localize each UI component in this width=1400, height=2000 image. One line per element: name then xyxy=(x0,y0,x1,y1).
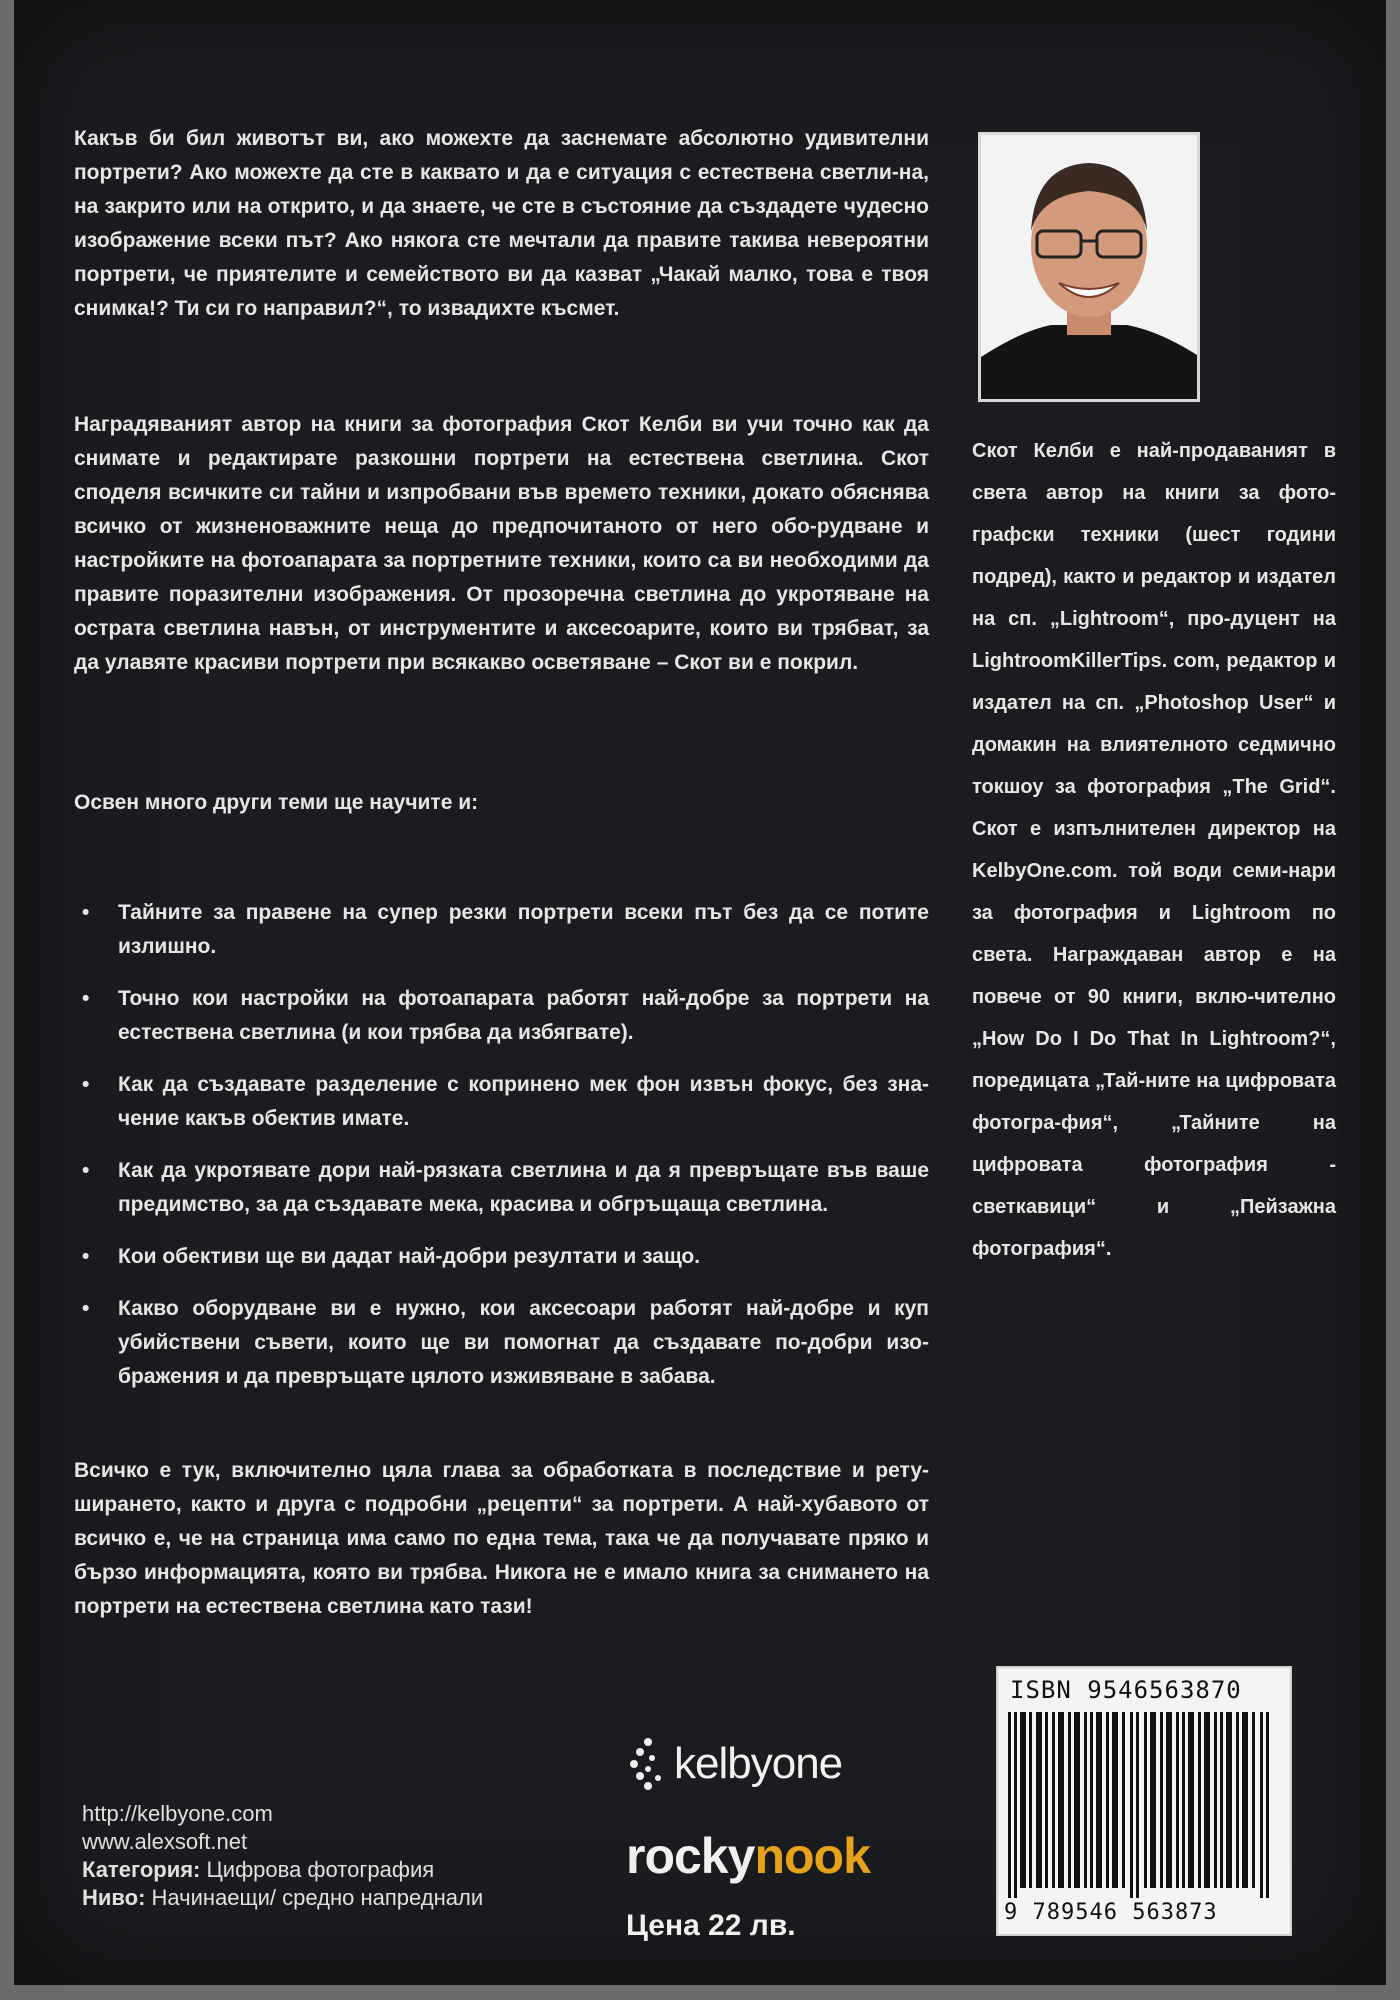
url-kelbyone: http://kelbyone.com xyxy=(82,1801,273,1826)
topics-list xyxy=(74,896,929,1412)
list-item: • Кои обективи ще ви дадат най-добри резултати и защо. xyxy=(74,1240,929,1274)
isbn-barcode xyxy=(996,1666,1292,1936)
list-item: • Тайните за правене на супер резки портрети всеки път без да се потите излишно. xyxy=(74,896,929,964)
about-paragraph: Наградяваният автор на книги за фотография Скот Келби ви учи точно как да снимате и редактирате разкошни портрети на естествена светлина. Скот споделя всичките си тайни и изпробвани във времето техники, докато обяснява всичко от жизненоважните неща до предпочитаното от него обо-рудване и настройките на фотоапарата за портретните техники, които са ви необходими да правите поразителни изображения. От прозоречна светлина до укротяване на острата светлина навън, от инструментите и аксесоарите, които ви трябват, за да улавяте красиви портрети при всякакво осветяване – Скот ви е покрил. xyxy=(74,413,929,674)
rockynook-part1: rocky xyxy=(626,1828,755,1884)
barcode-icon xyxy=(1008,1712,1284,1898)
url-alexsoft: www.alexsoft.net xyxy=(82,1829,248,1854)
intro-paragraph: Какъв би бил животът ви, ако можехте да заснемате абсолютно удивителни портрети? Ако можехте да сте в каквато и да е ситуация с естествена светли-на, на закрито или на открито, и да знаете, че сте в състояние да създадете чудесно изображение всеки път? Ако някога сте мечтали да правите такива невероятни портрети, че приятелите и семейството ви да казват „Чакай малко, това е твоя снимка!? Ти си го направил?“, то извадихте късмет. xyxy=(74,127,929,320)
list-item: • Как да създавате разделение с копринено мек фон извън фокус, без зна-чение какъв обектив имате. xyxy=(74,1068,929,1136)
category-value: Цифрова фотография xyxy=(200,1857,435,1882)
category-label: Категория: xyxy=(82,1857,201,1882)
level-value: Начинаещи/ средно напреднали xyxy=(145,1885,484,1910)
kelbyone-logo xyxy=(626,1736,886,1792)
rockynook-part2: nook xyxy=(754,1828,870,1884)
book-back-cover xyxy=(14,0,1386,1985)
kelbyone-wordmark: kelbyone xyxy=(674,1739,843,1788)
price-label: Цена 22 лв. xyxy=(626,1909,796,1942)
list-item: • Точно кои настройки на фотоапарата работят най-добре за портрети на естествена светлина (и кои трябва да избягвате). xyxy=(74,982,929,1050)
learn-intro: Освен много други теми ще научите и: xyxy=(74,791,479,814)
level-line xyxy=(82,1884,602,1912)
kelbyone-dots-icon xyxy=(626,1736,670,1792)
author-bio: Скот Келби е най-продаваният в света автор на книги за фото-графски техники (шест години подред), както и редактор и издател на сп. „Lightroom“, про-дуцент на LightroomKillerTips. com, редактор и издател на сп. „Photoshop User“ и домакин на влиятелното седмично токшоу за фотография „The Grid“. Скот е изпълнителен директор на KelbyOne.com. той води семи-нари за фотография и Lightroom по света. Награждаван автор е на повече от 90 книги, вклю-чително „How Do I Do That In Lightroom?“, поредицата „Тай-ните на цифровата фотогра-фия“, „Тайните на цифровата фотография - светкавици“ и „Пейзажна фотография“. xyxy=(972,440,1336,1260)
level-label: Ниво: xyxy=(82,1885,146,1910)
author-photo xyxy=(978,132,1200,402)
list-item: • Как да укротявате дори най-рязката светлина и да я превръщате във ваше предимство, за да създавате мека, красива и обгръщаща светлина. xyxy=(74,1154,929,1222)
rockynook-logo xyxy=(626,1826,870,1886)
list-item: • Какво оборудване ви е нужно, кои аксесоари работят най-добре и куп убийствени съвети, които ще ви помогнат да създавате по-добри изо-бражения и да превръщате цялото изживяване в забава. xyxy=(74,1292,929,1394)
footer-info xyxy=(82,1800,602,1912)
author-portrait-image xyxy=(981,135,1197,399)
isbn-number: ISBN 9546563870 xyxy=(1010,1676,1242,1704)
closing-paragraph: Всичко е тук, включително цяла глава за обработката в последствие и рету-ширането, както и друга с подробни „рецепти“ за портрети. А най-хубавото от всичко е, че на страница има само по една тема, така че да получавате пряко и бързо информацията, която ви трябва. Никога не е имало книга за снимането на портрети на естествена светлина като тази! xyxy=(74,1459,929,1618)
ean-digits: 9 789546 563873 xyxy=(1004,1900,1218,1925)
category-line xyxy=(82,1856,602,1884)
